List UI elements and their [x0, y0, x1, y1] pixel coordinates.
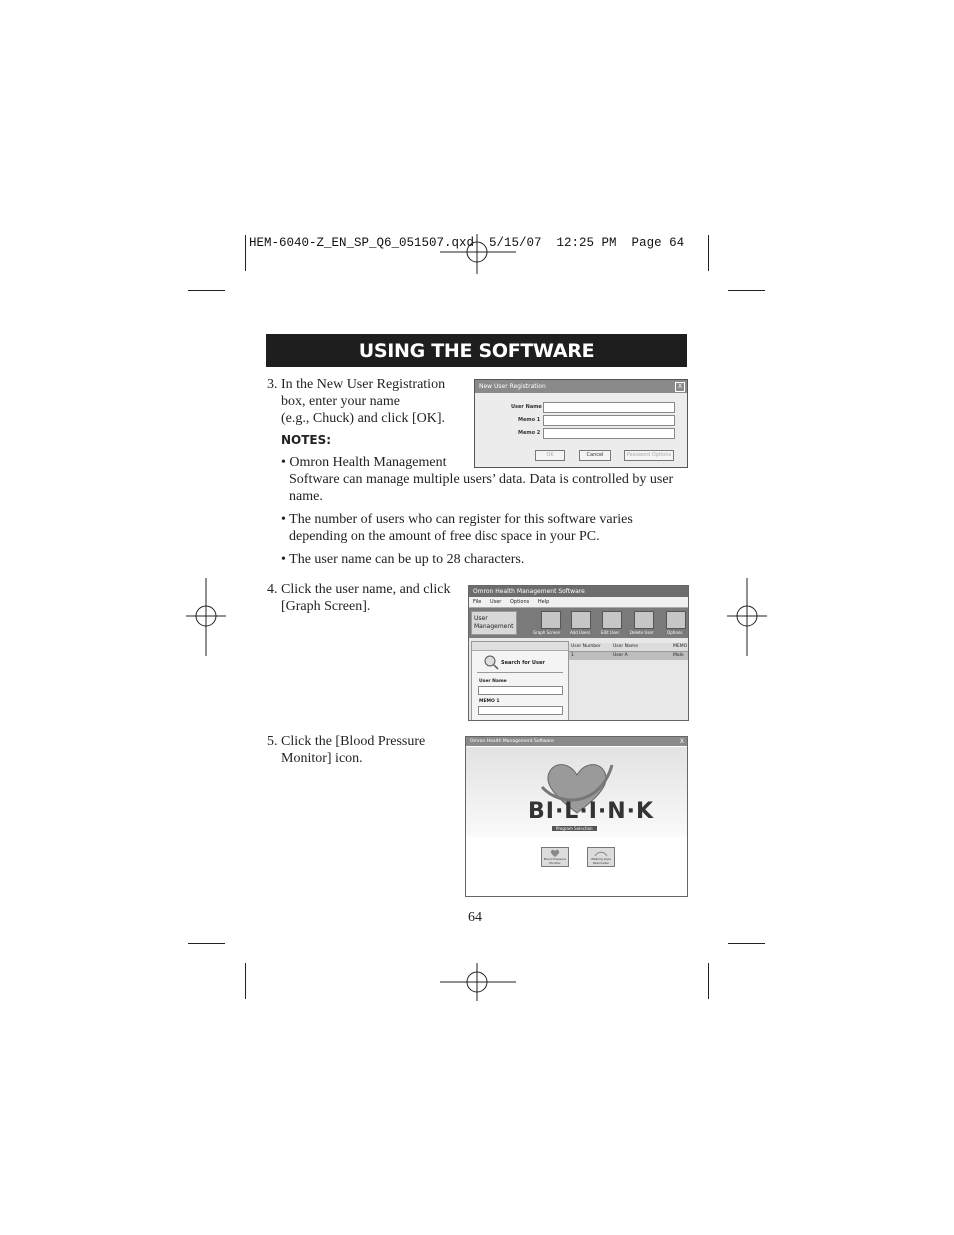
section-title: USING THE SOFTWARE	[266, 334, 687, 367]
grid-cell: User A	[613, 653, 628, 658]
pedometer-label: Walking style Pedometer	[591, 857, 611, 865]
memo1-search-input[interactable]	[478, 706, 563, 715]
note-line: name.	[289, 489, 323, 504]
search-pane	[471, 641, 569, 721]
user-name-label: User Name	[511, 404, 542, 410]
step-5-text	[267, 733, 425, 767]
note-line: • The user name can be up to 28 characters.	[281, 552, 525, 567]
notes-label: NOTES:	[281, 433, 332, 447]
user-grid	[569, 643, 688, 663]
search-pane-header	[472, 642, 568, 651]
blood-pressure-monitor-label: Blood Pressure Monitor	[543, 857, 567, 865]
crop-mark	[708, 963, 709, 999]
crop-mark	[188, 943, 225, 944]
crop-mark	[728, 943, 765, 944]
add-users-button[interactable]	[571, 611, 591, 629]
omron-software-window	[468, 585, 689, 721]
search-icon	[483, 654, 499, 670]
graph-screen-label: Graph Screen	[533, 630, 561, 635]
launcher-title: Omron Health Management Software	[470, 739, 554, 744]
menu-bar	[469, 597, 688, 608]
step-4-line: [Graph Screen].	[281, 599, 371, 614]
menu-help[interactable]: Help	[537, 599, 550, 605]
note-line: depending on the amount of free disc space in your PC.	[289, 529, 600, 544]
launcher-title-bar	[466, 737, 687, 746]
blood-pressure-monitor-button[interactable]	[541, 847, 569, 867]
step-5-line: 5. Click the [Blood Pressure	[267, 734, 426, 749]
edit-user-label: Edit User	[601, 630, 620, 635]
crop-mark	[245, 963, 246, 999]
close-icon[interactable]: X	[675, 382, 685, 392]
ok-button[interactable]: OK	[535, 450, 565, 461]
delete-user-button[interactable]	[634, 611, 654, 629]
file-slug: HEM-6040-Z_EN_SP_Q6_051507.qxd 5/15/07 12:25 PM Page 64	[249, 236, 685, 250]
note-line: • Omron Health Management	[281, 455, 447, 470]
step-5-line: Monitor] icon.	[281, 751, 363, 766]
add-users-label: Add Users	[570, 630, 591, 635]
registration-mark-right	[727, 578, 767, 656]
memo2-label: Memo 2	[518, 430, 541, 436]
crop-mark	[728, 290, 765, 291]
options-button[interactable]	[666, 611, 686, 629]
crop-mark	[245, 235, 246, 271]
page-number: 64	[468, 910, 482, 925]
step-4-text	[267, 581, 451, 615]
menu-options[interactable]: Options	[509, 599, 530, 605]
step-3-text	[267, 376, 445, 427]
grid-header-cell: User Number	[571, 644, 601, 649]
grid-cell: Male	[673, 653, 684, 658]
note-line: • The number of users who can register for this software varies	[281, 512, 633, 527]
step-3-line: (e.g., Chuck) and click [OK].	[281, 411, 446, 426]
dialog-title: New User Registration	[479, 383, 546, 390]
step-4-line: 4. Click the user name, and click	[267, 582, 451, 597]
edit-user-button[interactable]	[602, 611, 622, 629]
memo2-input[interactable]	[543, 428, 675, 439]
cancel-button[interactable]: Cancel	[579, 450, 611, 461]
crop-mark	[708, 235, 709, 271]
registration-mark-top	[440, 234, 516, 274]
program-selection-label: Program Selection	[552, 826, 597, 831]
close-icon[interactable]: X	[679, 738, 684, 745]
delete-user-label: Delete User	[630, 630, 654, 635]
user-name-search-input[interactable]	[478, 686, 563, 695]
dialog-title-bar	[475, 380, 687, 393]
notes-list	[281, 454, 691, 568]
step-3-line: 3. In the New User Registration	[267, 377, 446, 392]
menu-user[interactable]: User	[489, 599, 502, 605]
user-management-label: Management	[474, 623, 514, 630]
new-user-registration-dialog	[474, 379, 688, 468]
options-label: Options	[667, 630, 683, 635]
step-3-line: box, enter your name	[281, 394, 400, 409]
program-selection-window	[465, 736, 688, 897]
app-title-bar: Omron Health Management Software	[469, 586, 688, 597]
grid-header	[569, 643, 688, 652]
toolbar	[469, 608, 688, 638]
menu-file[interactable]: File	[473, 599, 482, 605]
search-for-user-label: Search for User	[501, 660, 545, 666]
user-management-label: User	[474, 615, 488, 622]
user-management-tab[interactable]	[471, 611, 517, 635]
pedometer-button[interactable]	[587, 847, 615, 867]
memo1-label: Memo 1	[518, 417, 541, 423]
divider	[477, 672, 563, 673]
graph-screen-button[interactable]	[541, 611, 561, 629]
user-name-input[interactable]	[543, 402, 675, 413]
table-row[interactable]	[569, 652, 688, 660]
grid-cell: 1	[571, 653, 574, 658]
bilink-logo: BI·L·I·N·K	[528, 799, 655, 824]
memo1-search-label: MEMO 1	[479, 699, 500, 704]
crop-mark	[188, 290, 225, 291]
password-options-button[interactable]: Password Options	[624, 450, 674, 461]
grid-header-cell: MEMO	[673, 644, 688, 649]
grid-header-cell: User Name	[613, 644, 638, 649]
note-line: Software can manage multiple users’ data. Data is controlled by user	[289, 472, 674, 487]
registration-mark-bottom	[440, 963, 516, 1001]
user-name-search-label: User Name	[479, 679, 507, 684]
memo1-input[interactable]	[543, 415, 675, 426]
registration-mark-left	[186, 578, 226, 656]
